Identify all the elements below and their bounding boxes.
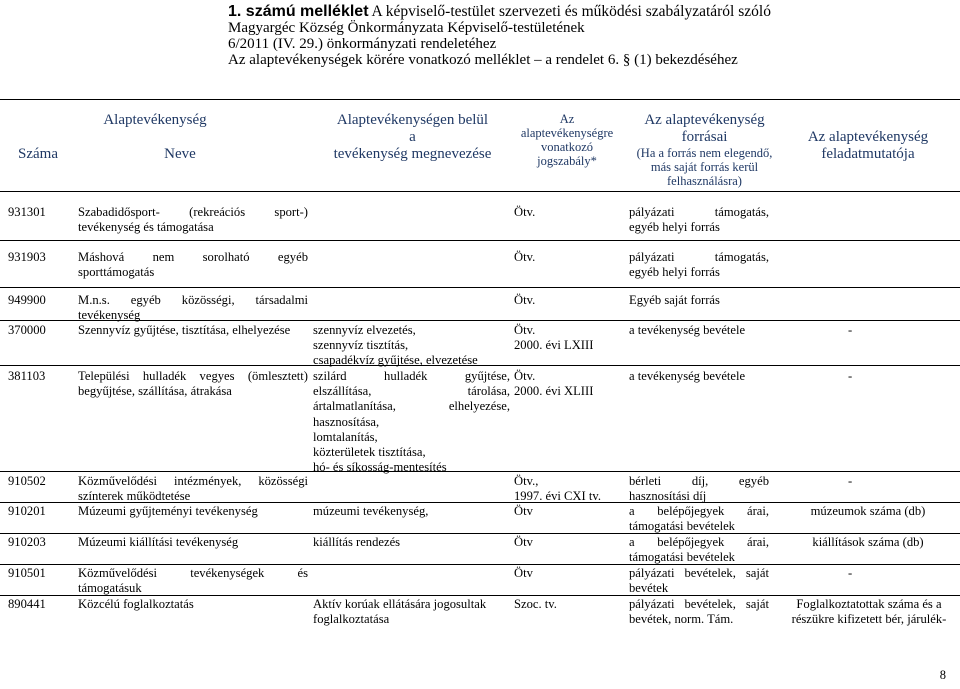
row-source-line: pályázati támogatás, xyxy=(629,205,769,219)
row-indicator-line: Foglalkoztatottak száma és a xyxy=(796,597,942,611)
title-line-1 xyxy=(228,4,960,20)
col-header-belul-3: tevékenység megnevezése xyxy=(333,146,492,162)
row-source: Egyéb saját forrás xyxy=(629,293,720,307)
row-name-line: Szabadidősport- (rekreációs sport-) xyxy=(78,205,308,219)
row-source-line: egyéb helyi forrás xyxy=(629,265,720,280)
row-name-line: Közművelődési tevékenységek és xyxy=(78,566,308,580)
row-source xyxy=(629,205,769,235)
row-law: Ötv xyxy=(514,535,533,549)
row-name-line: támogatásuk xyxy=(78,581,142,596)
col-header-mutato-1: Az alaptevékenység xyxy=(807,129,929,145)
row-name xyxy=(78,205,308,235)
row-source xyxy=(629,566,769,596)
row-activity-line: csapadékvíz gyűjtése, elvezetése xyxy=(313,353,478,368)
annex-title: 1. számú melléklet xyxy=(228,3,369,20)
row-name-line: Települési hulladék vegyes (ömlesztett) xyxy=(78,369,308,383)
row-code: 370000 xyxy=(8,323,46,337)
row-law-line: Ötv., xyxy=(514,474,539,488)
row-indicator: - xyxy=(848,566,853,580)
row-name xyxy=(78,566,308,596)
row-indicator: múzeumok száma (db) xyxy=(810,504,926,518)
col-header-belul-2: a xyxy=(409,129,416,145)
title-line-3: 6/2011 (IV. 29.) önkormányzati rendeletéhez xyxy=(228,36,497,52)
row-indicator-line: részükre kifizetett bér, járulék- xyxy=(791,612,947,627)
row-source-line: bevétek, norm. Tám. xyxy=(629,612,734,627)
row-name xyxy=(78,369,308,399)
row-code: 910203 xyxy=(8,535,46,549)
row-name-line: tevékenység és támogatása xyxy=(78,220,214,235)
col-header-jogszabaly-1: Az xyxy=(559,112,575,126)
col-header-jogszabaly xyxy=(507,112,627,168)
row-activity-line: hó- és síkosság-mentesítés xyxy=(313,460,447,475)
row-name: Múzeumi gyűjteményi tevékenység xyxy=(78,504,258,518)
row-name: Közcélú foglalkoztatás xyxy=(78,597,194,611)
row-code: 949900 xyxy=(8,293,46,307)
row-source xyxy=(629,474,769,504)
row-law xyxy=(514,474,601,504)
row-activity xyxy=(313,369,510,475)
row-name-line: Közművelődési intézmények, közösségi xyxy=(78,474,308,488)
row-law: Ötv xyxy=(514,566,533,580)
row-source-line: a belépőjegyek árai, xyxy=(629,504,769,518)
col-header-mutato-2: feladatmutatója xyxy=(821,146,915,162)
title-line-1-rest: A képviselő-testület szervezeti és működési szabályzatáról szóló xyxy=(368,3,771,20)
row-code: 890441 xyxy=(8,597,46,611)
table-top-rule xyxy=(0,99,960,100)
row-source: a tevékenység bevétele xyxy=(629,369,746,383)
row-indicator: - xyxy=(848,474,853,488)
row-indicator xyxy=(778,597,960,627)
row-source-line: pályázati támogatás, xyxy=(629,250,769,264)
row-activity-line: közterületek tisztítása, xyxy=(313,445,426,460)
row-code: 931301 xyxy=(8,205,46,219)
col-header-forrasai-2: forrásai xyxy=(681,129,728,145)
row-source: a tevékenység bevétele xyxy=(629,323,746,337)
row-name-line: begyűjtése, szállítása, átrakása xyxy=(78,384,232,399)
page-number: 8 xyxy=(939,668,946,682)
row-law-line: 1997. évi CXI tv. xyxy=(514,489,601,504)
row-source-line: bevétek xyxy=(629,581,669,596)
title-line-2: Magyargéc Község Önkormányzata Képviselő-testületének xyxy=(228,20,585,36)
row-activity: múzeumi tevékenység, xyxy=(313,504,429,518)
row-law xyxy=(514,323,593,353)
row-indicator: - xyxy=(848,369,853,383)
row-law-line: 2000. évi LXIII xyxy=(514,338,594,353)
col-header-forrasai-1: Az alaptevékenység xyxy=(644,112,765,128)
row-activity-line: elszállítása, tárolása, xyxy=(313,384,510,399)
col-header-jogszabaly-3: vonatkozó xyxy=(540,140,594,154)
row-source xyxy=(629,535,769,565)
row-activity-line: Aktív korúak ellátására jogosultak xyxy=(313,597,487,611)
row-name xyxy=(78,474,308,504)
row-source xyxy=(629,504,769,534)
row-code: 931903 xyxy=(8,250,46,264)
row-law xyxy=(514,369,593,399)
row-indicator: - xyxy=(848,323,853,337)
row-code: 910502 xyxy=(8,474,46,488)
row-name-line: Máshová nem sorolható egyéb xyxy=(78,250,308,264)
row-name-line: színterek működtetése xyxy=(78,489,191,504)
row-rule xyxy=(0,287,960,288)
row-code: 910501 xyxy=(8,566,46,580)
row-source xyxy=(629,250,769,280)
col-header-note-1: (Ha a forrás nem elegendő, xyxy=(636,146,773,160)
row-law: Ötv xyxy=(514,504,533,518)
row-source-line: bérleti díj, egyéb xyxy=(629,474,769,488)
row-law: Ötv. xyxy=(514,293,536,307)
row-rule xyxy=(0,533,960,534)
row-source-line: egyéb helyi forrás xyxy=(629,220,720,235)
row-source xyxy=(629,597,769,627)
row-name xyxy=(78,250,308,280)
row-source-line: pályázati bevételek, saját xyxy=(629,597,769,611)
row-law-line: Ötv. xyxy=(514,323,536,337)
row-code: 910201 xyxy=(8,504,46,518)
col-header-belul xyxy=(305,112,520,163)
row-source-line: a belépőjegyek árai, xyxy=(629,535,769,549)
col-header-forrasai-note xyxy=(622,146,787,188)
row-activity xyxy=(313,597,486,627)
col-header-note-2: más saját forrás kerül xyxy=(650,160,759,174)
row-activity-line: ártalmatlanítása, elhelyezése, xyxy=(313,399,510,414)
row-law-line: Ötv. xyxy=(514,369,536,383)
row-source-line: támogatási bevételek xyxy=(629,519,735,534)
col-header-note-3: felhasználásra) xyxy=(667,174,742,188)
header-bottom-rule xyxy=(0,191,960,192)
col-header-jogszabaly-2: alaptevékenységre xyxy=(520,126,614,140)
col-header-alaptevekenyseg: Alaptevékenység xyxy=(103,112,207,128)
row-indicator: kiállítások száma (db) xyxy=(812,535,924,549)
row-activity-line: hasznosítása, xyxy=(313,414,380,429)
col-header-neve: Neve xyxy=(164,146,196,162)
row-activity-line: foglalkoztatása xyxy=(313,612,390,627)
row-activity-line: szennyvíz tisztítás, xyxy=(313,338,409,353)
col-header-jogszabaly-4: jogszabály* xyxy=(537,154,597,168)
row-rule xyxy=(0,564,960,565)
col-header-forrasai xyxy=(622,112,787,146)
row-source-line: támogatási bevételek xyxy=(629,550,735,565)
row-activity xyxy=(313,323,513,369)
row-name-line: M.n.s. egyéb közösségi, társadalmi xyxy=(78,293,308,307)
row-activity-line: lomtalanítás, xyxy=(313,429,378,444)
row-activity-line: szennyvíz elvezetés, xyxy=(313,323,416,337)
row-source-line: pályázati bevételek, saját xyxy=(629,566,769,580)
row-law: Ötv. xyxy=(514,205,536,219)
row-name: Szennyvíz gyűjtése, tisztítása, elhelyezése xyxy=(78,323,291,337)
row-law-line: 2000. évi XLIII xyxy=(514,384,594,399)
col-header-szama: Száma xyxy=(18,146,58,162)
row-rule xyxy=(0,240,960,241)
row-law: Ötv. xyxy=(514,250,536,264)
row-name-line: tevékenység xyxy=(78,308,141,323)
row-activity: kiállítás rendezés xyxy=(313,535,401,549)
row-name-line: sporttámogatás xyxy=(78,265,155,280)
row-code: 381103 xyxy=(8,369,46,383)
row-name xyxy=(78,293,308,323)
title-line-4: Az alaptevékenységek körére vonatkozó melléklet – a rendelet 6. § (1) bekezdéséhez xyxy=(228,52,738,68)
col-header-belul-1: Alaptevékenységen belül xyxy=(336,112,489,128)
col-header-mutato xyxy=(783,129,953,163)
row-source-line: hasznosítási díj xyxy=(629,489,707,504)
row-activity-line: szilárd hulladék gyűjtése, xyxy=(313,369,510,383)
row-law: Szoc. tv. xyxy=(514,597,557,611)
row-name: Múzeumi kiállítási tevékenység xyxy=(78,535,239,549)
